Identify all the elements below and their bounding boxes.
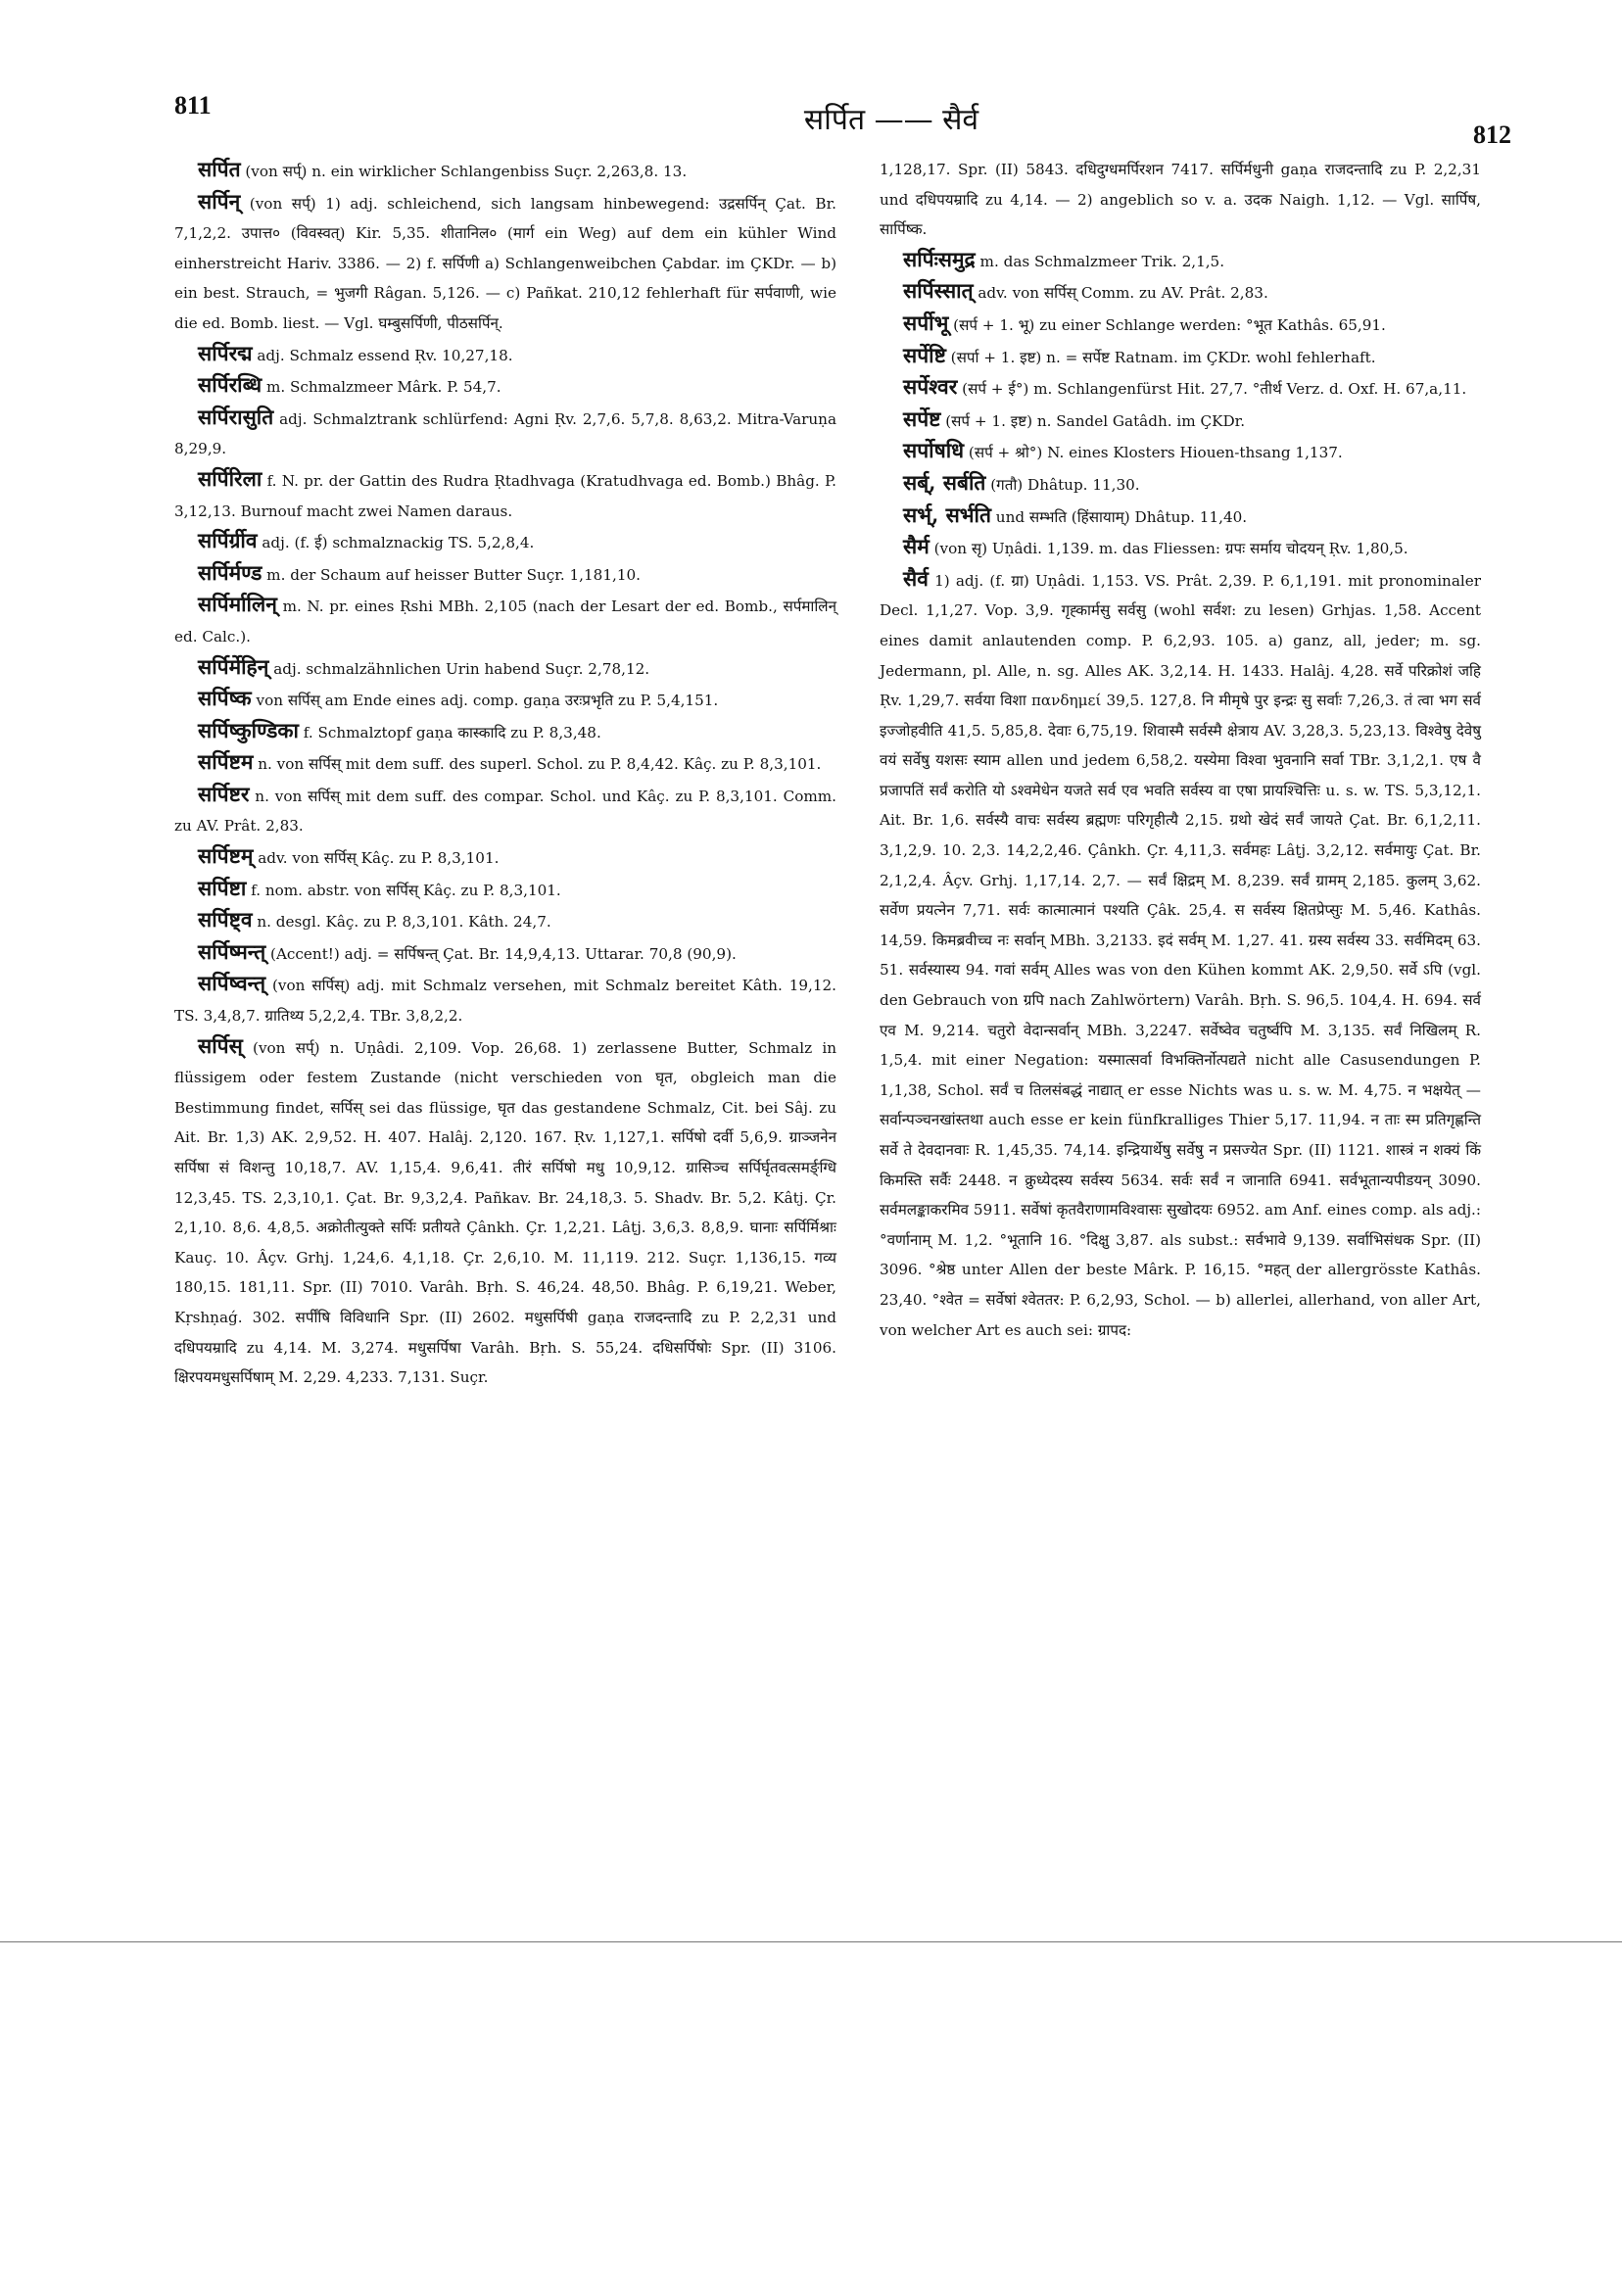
entry-text: n. desgl. Kâç. zu P. 8,3,101. Kâth. 24,7. <box>257 913 551 932</box>
dictionary-entry <box>174 841 836 874</box>
dictionary-entry <box>174 187 836 339</box>
entry-text: (सर्प + ई°) m. Schlangenfürst Hit. 27,7. °तीर्थ Verz. d. Oxf. H. 67,a,11. <box>962 380 1467 399</box>
entry-headword: सर्पिष्कुण्डिका <box>198 717 299 742</box>
entry-text: (von सर्पिस्) adj. mit Schmalz versehen, mit Schmalz bereitet Kâth. 19,12. TS. 3,4,8,7. ग्रातिथ्य 5,2,2,4. TBr. 3,8,2,2. <box>174 977 837 1026</box>
dictionary-entry <box>174 716 836 748</box>
right-page-number: 812 <box>1473 120 1511 149</box>
dictionary-entry <box>174 874 836 906</box>
entry-headword: सर्पिस् <box>198 1032 243 1058</box>
entry-text: (von सृ) Uṇâdi. 1,139. m. das Fliessen: ग्रपः सर्माय चोदयन् Ṛv. 1,80,5. <box>933 540 1408 558</box>
dictionary-entry <box>880 276 1481 309</box>
entry-text: (von सर्प्) n. ein wirklicher Schlangenbiss Suçr. 2,263,8. 13. <box>245 163 688 180</box>
dictionary-entry <box>880 155 1481 245</box>
entry-headword: सर्पेश्वर <box>903 374 958 400</box>
dictionary-entry <box>880 564 1481 1345</box>
entry-headword: सर्पिष्टम <box>198 749 254 775</box>
entry-text: 1,128,17. Spr. (II) 5843. दधिदुग्धमर्पिरशन 7417. सर्पिर्मधुनी gaṇa राजदन्तादि zu P. 2,2,31 und दधिपयम्रादि zu 4,14. — 2) angeblich so v. a. उदक Naigh. 1,12. — Vgl. सार्पिष, सार्पिष्क. <box>880 161 1481 239</box>
entry-text: (सर्पा + 1. इष्ट) n. = सर्पेष्ट Ratnam. im ÇKDr. wohl fehlerhaft. <box>950 348 1376 366</box>
dictionary-entry <box>880 468 1481 501</box>
dictionary-entry <box>174 684 836 716</box>
entry-headword: सर्पेष्ट <box>903 406 941 431</box>
left-column <box>174 155 836 1393</box>
entry-text: adj. (f. ई) schmalznackig TS. 5,2,8,4. <box>262 534 535 552</box>
entry-text: (von सर्प्) 1) adj. schleichend, sich langsam hinbewegend: उद्रसर्पिन् Çat. Br. 7,1,2,2. उपात्त० (विवस्वत्) Kir. 5,35. शीतानिल० (मार्ग ein Weg) auf dem ein kühler Wind einherstreicht Hariv. 3386. — 2) f. सर्पिणी a) Schlangenweibchen Çabdar. im ÇKDr. — b) ein best. Strauch, = भुजगी Râgan. 5,126. — c) Pañkat. 210,12 fehlerhaft für सर्पवाणी, wie die ed. Bomb. liest. — Vgl. घम्बुसर्पिणी, पीठसर्पिन्. <box>174 194 836 332</box>
entry-headword: सर्पिष्वन्त् <box>198 971 266 996</box>
entry-headword: सर्पिष्मन्त् <box>198 938 266 964</box>
entry-text: f. nom. abstr. von सर्पिस् Kâç. zu P. 8,3,101. <box>251 881 561 899</box>
dictionary-entry <box>880 309 1481 341</box>
entry-headword: सर्पिर्मेहिन् <box>198 653 269 679</box>
dictionary-entry <box>174 526 836 558</box>
entry-headword: सर्पीभू <box>903 310 949 335</box>
dictionary-entry <box>880 245 1481 277</box>
dictionary-entry <box>174 464 836 526</box>
entry-headword: सर्पिरिला <box>198 465 262 491</box>
dictionary-entry <box>174 780 836 841</box>
page-bottom-rule <box>0 1941 1622 1942</box>
dictionary-entry <box>174 747 836 780</box>
entry-text: (सर्प + 1. इष्ट) n. Sandel Gatâdh. im ÇKDr. <box>945 411 1246 430</box>
entry-text: 1) adj. (f. ग्रा) Uṇâdi. 1,153. VS. Prât. 2,39. P. 6,1,191. mit pronominaler Decl. 1,1,27. Vop. 3,9. गृह्कार्मसु सर्वसु (wohl सर्वश: zu lesen) Grhjas. 1,58. Accent eines damit anlautenden comp. P. 6,2,93. 105. a) ganz, all, jeder; m. sg. Jedermann, pl. Alle, n. sg. Alles AK. 3,2,14. H. 1433. Halâj. 4,28. सर्वे परिक्रोशं जहि Ṛv. 1,29,7. सर्वया विशा πανδημεί 39,5. 127,8. नि मीमृषे पुर इन्द्रः सु सर्वाः 7,26,3. तं त्वा भग सर्व इज्जोहवीति 41,5. 5,85,8. देवाः 6,75,19. शिवास्मै सर्वस्मै क्षेत्राय AV. 3,28,3. 5,23,13. विश्वेषु देवेषु वयं सर्वेषु यशसः स्याम allen und jedem 6,58,2. यस्येमा विश्वा भुवनानि सर्वा TBr. 3,1,2,1. एष वै प्रजापतिं सर्वं करोति यो ऽश्वमेधेन यजते सर्व एव भवति सर्वस्य वा एषा प्रायश्चित्तिः u. s. w. TS. 5,3,12,1. Ait. Br. 1,6. सर्वस्यै वाचः सर्वस्य ब्रह्मणः परिगृहीत्यै 2,15. ग्रथो खेदं सर्वं जायते Çat. Br. 6,1,2,11. 3,1,2,9. 10. 2,3. 14,2,2,46. Çânkh. Çr. 4,11,3. सर्वमहः Lâṭj. 3,2,12. सर्वमायुः Çat. Br. 2,1,2,4. Âçv. Grhj. 1,17,14. 2,7. — सर्वं क्षिद्रम् M. 8,239. सर्वं ग्रामम् 2,185. कुलम् 3,62. सर्वेण प्रयत्नेन 7,71. सर्वः कात्मात्मानं पश्यति Çâk. 25,4. स सर्वस्य क्षितप्रेप्सुः M. 5,46. Kathâs. 14,59. किमब्रवीच्च नः सर्वान् MBh. 3,2133. इदं सर्वम् M. 1,27. 41. ग्रस्य सर्वस्य 33. सर्वमिदम् 63. 51. सर्वस्यास्य 94. गवां सर्वम् Alles was von den Kühen kommt AK. 2,9,50. सर्वे ऽपि (vgl. den Gebrauch von ग्रपि nach Zahlwörtern) Varâh. Bṛh. S. 96,5. 104,4. H. 694. सर्व एव M. 9,214. चतुरो वेदान्सर्वान् MBh. 3,2247. सर्वेष्वेव चतुर्ष्वपि M. 3,135. सर्वं निखिलम् R. 1,5,4. mit einer Negation: यस्मात्सर्वा विभक्तिर्नोत्पद्यते nicht alle Casusendungen P. 1,1,38, Schol. सर्वं च तिलसंबद्धं नाद्यात् er esse Nichts was u. s. w. M. 4,75. न भक्षयेत् — सर्वान्पञ्चनखांस्तथा auch esse er kein fünfkralliges Thier 5,17. 11,94. न ताः स्म प्रतिगृह्णन्ति सर्वे ते देवदानवाः R. 1,45,35. 74,14. इन्द्रियार्थेषु सर्वेषु न प्रसज्येत Spr. (II) 1121. शास्त्रं न शक्यं किं किमस्ति सर्वैः 2448. न क्रुध्येदस्य सर्वस्य 5634. सर्वः सर्वं न जानाति 6941. सर्वभूतान्यपीडयन् 3090. सर्वमलङ्काकरमिव 5911. सर्वेषां कृतवैराणामविश्वासः सुखोदयः 6952. am Anf. eines comp. als adj.: °वर्णानाम् M. 1,2. °भूतानि 16. °दिक्षु 3,87. als subst.: सर्वभावे 9,139. सर्वाभिसंधक Spr. (II) 3096. °श्रेष्ठ unter Allen der beste Mârk. P. 16,15. °महत् der allergrösste Kathâs. 23,40. °श्वेत = सर्वेषां श्वेततर: P. 6,2,93, Schol. — b) allerlei, allerhand, von aller Art, von welcher Art es auch sei: ग्रापद: <box>880 571 1482 1339</box>
dictionary-entry <box>880 436 1481 468</box>
entry-headword: सर्पिरब्धि <box>198 372 262 398</box>
entry-text: adj. schmalzähnlichen Urin habend Suçr. 2,78,12. <box>273 659 650 678</box>
dictionary-entry <box>880 501 1481 533</box>
dictionary-entry <box>174 1031 836 1393</box>
dictionary-entry <box>174 590 836 651</box>
dictionary-entry <box>174 905 836 937</box>
entry-headword: सर्पिःसमुद्र <box>903 246 976 271</box>
entry-text: m. N. pr. eines Ṛshi MBh. 2,105 (nach der Lesart der ed. Bomb., सर्पमालिन् ed. Calc.). <box>174 598 837 646</box>
dictionary-entry <box>880 341 1481 373</box>
right-column <box>880 155 1481 1345</box>
dictionary-entry <box>174 339 836 371</box>
entry-headword: सैर्व <box>903 565 929 591</box>
dictionary-entry <box>174 652 836 685</box>
entry-text: adj. Schmalz essend Ṛv. 10,27,18. <box>257 346 513 364</box>
entry-text: (von सर्प्) n. Uṇâdi. 2,109. Vop. 26,68. 1) zerlassene Butter, Schmalz in flüssigem oder festem Zustande (nicht verschieden von घृत, obgleich man die Bestimmung findet, सर्पिस् sei das flüssige, घृत das gestandene Schmalz, Cit. bei Sâj. zu Ait. Br. 1,3) AK. 2,9,52. H. 407. Halâj. 2,120. 167. Ṛv. 1,127,1. सर्पिषो दर्वी 5,6,9. ग्राञ्जनेन सर्पिषा सं विशन्तु 10,18,7. AV. 1,15,4. 9,6,41. तीरं सर्पिषो मधु 10,9,12. ग्रासिञ्च सर्पिर्घृतवत्समर्ङ्ग्धि 12,3,45. TS. 2,3,10,1. Çat. Br. 9,3,2,4. Pañkav. Br. 24,18,3. 5. Shadv. Br. 5,2. Kâtj. Çr. 2,1,10. 8,6. 4,8,5. अक्रोतीत्युक्ते सर्पिः प्रतीयते Çânkh. Çr. 1,2,21. Lâṭj. 3,6,3. 8,8,9. घानाः सर्पिर्मिश्राः Kauç. 10. Âçv. Grhj. 1,24,6. 4,1,18. Çr. 2,6,10. M. 11,119. 212. Suçr. 1,136,15. गव्य 180,15. 181,11. Spr. (II) 7010. Varâh. Bṛh. S. 46,24. 48,50. Bhâg. P. 6,19,21. Weber, Kṛshṇaǵ. 302. सर्पींषि विविधानि Spr. (II) 2602. मधुसर्पिषी gaṇa राजदन्तादि zu P. 2,2,31 und दधिपयम्रादि zu 4,14. M. 3,274. मधुसर्पिषा Varâh. Bṛh. S. 55,24. दधिसर्पिषोः Spr. (II) 3106. क्षिरपयमधुसर्पिषाम् M. 2,29. 4,233. 7,131. Suçr. <box>174 1038 836 1387</box>
entry-text: n. von सर्पिस् mit dem suff. des superl. Schol. zu P. 8,4,42. Kâç. zu P. 8,3,101. <box>258 755 822 774</box>
entry-headword: सर्पिष्टर <box>198 781 250 806</box>
entry-headword: सर्पित <box>198 157 241 181</box>
entry-text: und सम्भति (हिंसायाम्) Dhâtup. 11,40. <box>995 507 1248 526</box>
entry-headword: सर्पिष्क <box>198 686 252 711</box>
dictionary-entry <box>174 969 836 1030</box>
entry-text: (Accent!) adj. = सर्पिषन्त् Çat. Br. 14,9,4,13. Uttarar. 70,8 (90,9). <box>270 944 737 963</box>
entry-headword: सर्पिर्मण्ड <box>198 559 262 585</box>
entry-headword: सर्पिष्ट्व <box>198 907 253 933</box>
entry-text: (गतौ) Dhâtup. 11,30. <box>990 475 1140 494</box>
entry-headword: सर्पिर्ग्रीव <box>198 528 258 553</box>
entry-headword: सर्पिष्टा <box>198 875 247 900</box>
entry-headword: सर्पिरासुति <box>198 404 274 429</box>
entry-text: f. N. pr. der Gattin des Rudra Ṛtadhvaga (Kratudhvaga ed. Bomb.) Bhâg. P. 3,12,13. Burnouf macht zwei Namen daraus. <box>174 471 836 520</box>
dictionary-entry <box>880 405 1481 437</box>
left-page-number: 811 <box>174 91 212 120</box>
dictionary-entry <box>174 403 836 464</box>
entry-headword: सर्पेष्टि <box>903 342 946 367</box>
entry-text: n. von सर्पिस् mit dem suff. des compar. Schol. und Kâç. zu P. 8,3,101. Comm. zu AV. Prât. 2,83. <box>174 787 837 836</box>
dictionary-entry <box>174 937 836 970</box>
dictionary-entry <box>174 155 836 187</box>
entry-text: m. der Schaum auf heisser Butter Suçr. 1,181,10. <box>266 565 641 584</box>
entry-headword: सर्पिस्सात् <box>903 278 974 304</box>
entry-headword: सर्पिष्टम् <box>198 843 254 869</box>
dictionary-entry <box>174 558 836 591</box>
dictionary-entry <box>880 372 1481 405</box>
entry-headword: सर्ब्, सर्बति <box>903 469 986 495</box>
entry-headword: सर्पिन् <box>198 188 241 214</box>
running-title: सर्पित —— सैर्व <box>803 103 979 137</box>
entry-text: adj. Schmalztrank schlürfend: Agni Ṛv. 2,7,6. 5,7,8. 8,63,2. Mitra-Varuṇa 8,29,9. <box>174 409 837 458</box>
entry-text: adv. von सर्पिस् Comm. zu AV. Prât. 2,83. <box>978 284 1268 303</box>
entry-text: (सर्प + 1. भू) zu einer Schlange werden: °भूत Kathâs. 65,91. <box>953 315 1386 334</box>
entry-text: m. das Schmalzmeer Trik. 2,1,5. <box>979 252 1225 270</box>
entry-headword: सैर्म <box>903 534 930 559</box>
entry-text: von सर्पिस् am Ende eines adj. comp. gaṇa उरःप्रभृति zu P. 5,4,151. <box>256 692 719 710</box>
entry-headword: सर्भ्, सर्भति <box>903 502 991 527</box>
entry-headword: सर्पिर्मालिन् <box>198 592 277 617</box>
entry-headword: सर्पोषधि <box>903 438 965 463</box>
entry-text: m. Schmalzmeer Mârk. P. 54,7. <box>265 378 501 397</box>
dictionary-entry <box>174 370 836 403</box>
entry-headword: सर्पिरद्म <box>198 340 253 365</box>
entry-text: f. Schmalztopf gaṇa कास्कादि zu P. 8,3,48. <box>303 723 601 741</box>
dictionary-entry <box>880 532 1481 564</box>
entry-text: adv. von सर्पिस् Kâç. zu P. 8,3,101. <box>258 849 500 868</box>
entry-text: (सर्प + श्रो°) N. eines Klosters Hiouen-thsang 1,137. <box>968 444 1343 462</box>
